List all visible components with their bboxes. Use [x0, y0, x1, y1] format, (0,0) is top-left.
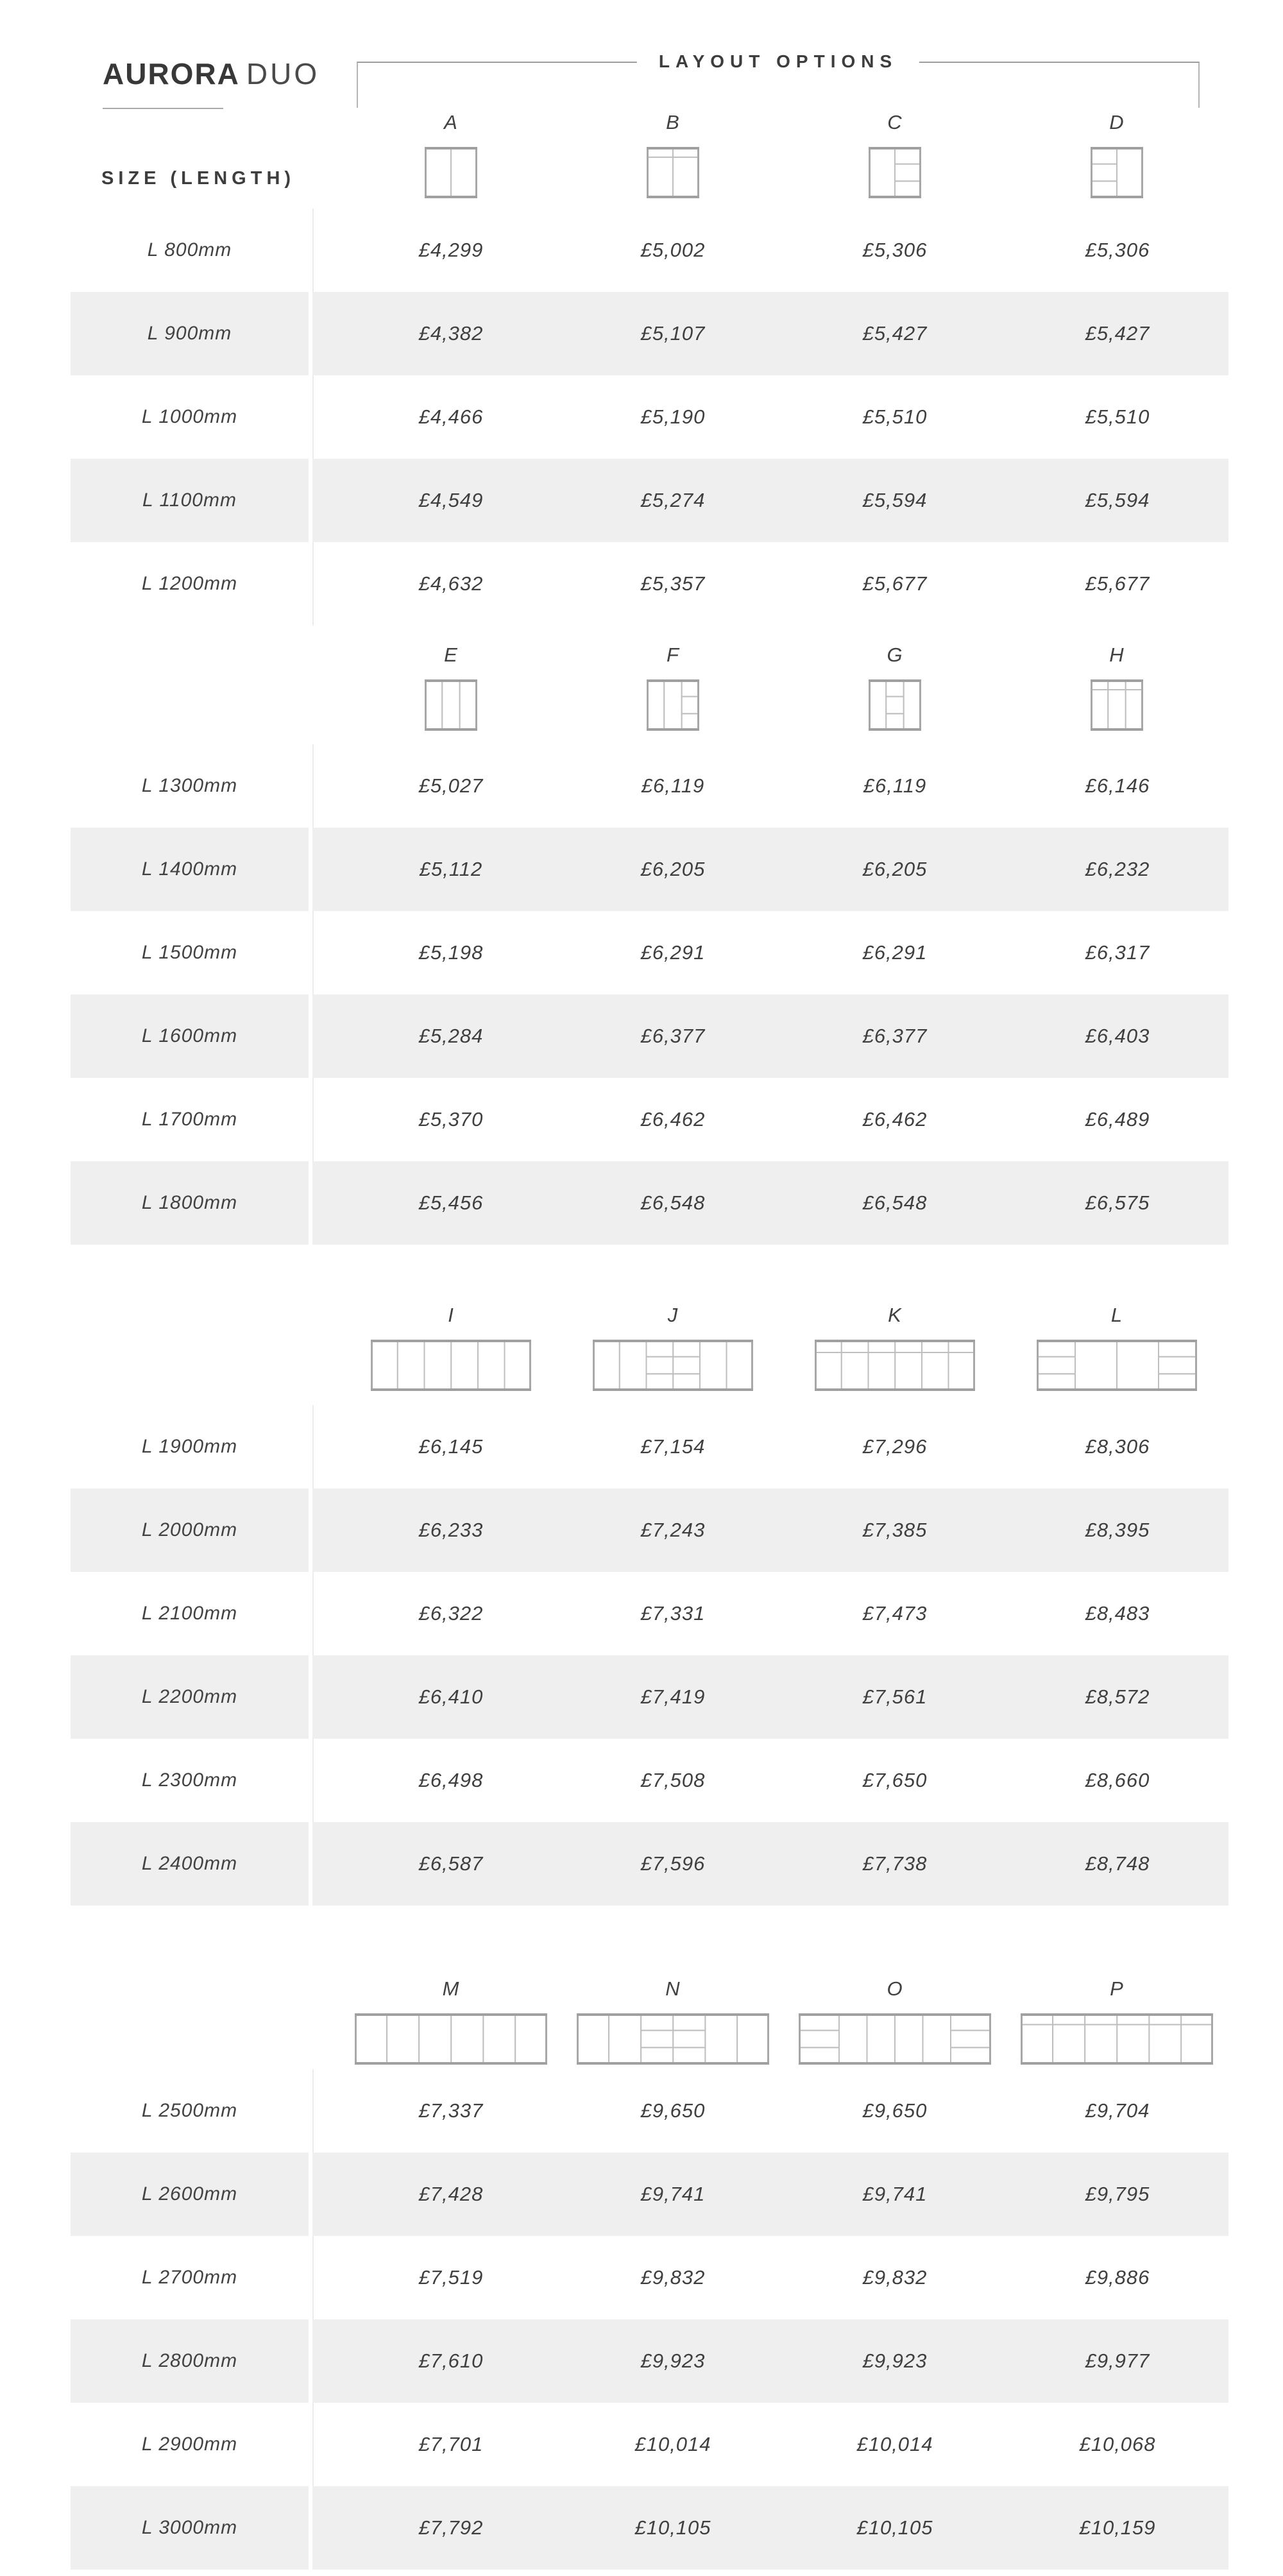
layout-diagram-L — [1037, 1340, 1197, 1391]
price-cell: £5,370 — [418, 1108, 484, 1130]
layout-option-P — [1021, 1977, 1213, 2065]
table-row — [0, 994, 1283, 1078]
layout-diagram-D — [1091, 147, 1143, 198]
price-cell: £9,977 — [1085, 2350, 1150, 2372]
table-row — [0, 375, 1283, 459]
price-cell: £10,014 — [856, 2433, 933, 2455]
price-cell: £6,233 — [418, 1519, 484, 1541]
layout-letter: E — [444, 644, 458, 666]
price-cell: £6,489 — [1085, 1108, 1150, 1130]
layout-diagram-B — [647, 147, 699, 198]
table-row — [0, 911, 1283, 994]
price-cell: £5,510 — [862, 405, 928, 428]
table-row — [0, 2069, 1283, 2153]
price-cell: £7,792 — [418, 2516, 484, 2539]
price-cell: £5,027 — [418, 774, 484, 797]
price-cell: £6,146 — [1085, 774, 1150, 797]
size-cell: L 2800mm — [71, 2319, 309, 2403]
size-length-label: SIZE (LENGTH) — [101, 168, 296, 189]
layout-diagram-A — [425, 147, 477, 198]
section-0-layout-header — [0, 106, 1283, 209]
price-cell: £10,105 — [856, 2516, 933, 2539]
layout-option-M — [355, 1977, 547, 2065]
size-cell: L 2400mm — [71, 1822, 309, 1906]
price-cell: £7,296 — [862, 1435, 928, 1458]
price-cell: £10,014 — [634, 2433, 711, 2455]
price-cell: £8,660 — [1085, 1769, 1150, 1791]
price-cell: £9,741 — [862, 2183, 928, 2205]
layout-letter: N — [665, 1977, 681, 2000]
price-cell: £6,317 — [1085, 941, 1150, 964]
table-row — [0, 209, 1283, 292]
layout-diagram-H — [1091, 679, 1143, 731]
layout-option-I — [371, 1304, 531, 1391]
price-cell: £5,274 — [640, 489, 706, 511]
layout-diagram-F — [647, 679, 699, 731]
price-cell: £8,306 — [1085, 1435, 1150, 1458]
layout-options-bracket — [357, 51, 1200, 108]
size-cell: L 1400mm — [71, 828, 309, 911]
layout-diagram-P — [1021, 2013, 1213, 2065]
price-cell: £8,483 — [1085, 1602, 1150, 1625]
section-2 — [0, 1245, 1283, 1906]
table-row — [0, 2236, 1283, 2319]
price-cell: £6,410 — [418, 1685, 484, 1708]
layout-option-H — [1091, 644, 1143, 731]
layout-diagram-I — [371, 1340, 531, 1391]
layout-option-A — [425, 111, 477, 198]
section-3 — [0, 1906, 1283, 2570]
table-row — [0, 1655, 1283, 1739]
price-cell: £6,232 — [1085, 858, 1150, 880]
price-cell: £6,548 — [862, 1191, 928, 1214]
layout-letter: J — [667, 1304, 679, 1326]
section-2-layout-header — [0, 1245, 1283, 1405]
price-cell: £7,385 — [862, 1519, 928, 1541]
size-cell: L 2900mm — [141, 2434, 238, 2455]
price-cell: £5,510 — [1085, 405, 1150, 428]
size-cell: L 1600mm — [71, 994, 309, 1078]
table-row — [0, 2319, 1283, 2403]
table-row — [0, 744, 1283, 828]
price-cell: £5,456 — [418, 1191, 484, 1214]
price-cell: £6,205 — [862, 858, 928, 880]
section-1 — [0, 626, 1283, 1245]
price-cell: £5,677 — [1085, 572, 1150, 595]
size-cell: L 900mm — [71, 292, 309, 375]
size-cell: L 2300mm — [141, 1770, 238, 1791]
size-cell: L 2500mm — [141, 2100, 238, 2121]
table-row — [0, 292, 1283, 375]
price-cell: £10,159 — [1079, 2516, 1156, 2539]
price-cell: £5,427 — [862, 322, 928, 345]
layout-letter: A — [444, 111, 458, 133]
layout-letter: L — [1110, 1304, 1123, 1326]
table-row — [0, 459, 1283, 542]
price-cell: £5,306 — [862, 239, 928, 261]
price-cell: £10,105 — [634, 2516, 711, 2539]
brand — [103, 56, 319, 91]
price-cell: £6,205 — [640, 858, 706, 880]
layout-letter: C — [887, 111, 903, 133]
layout-diagram-J — [593, 1340, 753, 1391]
price-cell: £8,748 — [1085, 1852, 1150, 1875]
size-cell: L 3000mm — [71, 2486, 309, 2570]
layout-diagram-K — [815, 1340, 975, 1391]
size-cell: L 1700mm — [141, 1109, 238, 1130]
layout-letter: B — [666, 111, 680, 133]
table-row — [0, 1078, 1283, 1161]
price-cell: £4,382 — [418, 322, 484, 345]
size-cell: L 2600mm — [71, 2153, 309, 2236]
price-cell: £6,119 — [641, 774, 705, 797]
table-row — [0, 1572, 1283, 1655]
price-cell: £5,427 — [1085, 322, 1150, 345]
size-cell: L 1200mm — [141, 573, 238, 594]
layout-option-C — [869, 111, 921, 198]
price-cell: £7,331 — [640, 1602, 706, 1625]
brand-primary: AURORA — [103, 57, 240, 90]
price-cell: £5,594 — [862, 489, 928, 511]
table-row — [0, 1739, 1283, 1822]
table-row — [0, 828, 1283, 911]
price-cell: £9,832 — [862, 2266, 928, 2289]
price-cell: £10,068 — [1079, 2433, 1156, 2455]
layout-diagram-O — [799, 2013, 991, 2065]
price-cell: £9,704 — [1085, 2099, 1150, 2122]
price-cell: £6,291 — [862, 941, 928, 964]
price-cell: £7,154 — [640, 1435, 706, 1458]
size-cell: L 2200mm — [71, 1655, 309, 1739]
size-cell: L 2700mm — [141, 2267, 238, 2288]
price-cell: £9,923 — [640, 2350, 706, 2372]
price-cell: £5,107 — [640, 322, 706, 345]
price-cell: £5,198 — [418, 941, 484, 964]
table-row — [0, 1405, 1283, 1488]
price-cell: £7,243 — [640, 1519, 706, 1541]
table-row — [0, 1822, 1283, 1906]
price-cell: £7,701 — [418, 2433, 484, 2455]
table-row — [0, 2403, 1283, 2486]
price-cell: £6,548 — [640, 1191, 706, 1214]
price-cell: £7,561 — [862, 1685, 928, 1708]
size-cell: L 1500mm — [141, 942, 238, 963]
layout-option-F — [647, 644, 699, 731]
price-cell: £9,886 — [1085, 2266, 1150, 2289]
price-cell: £7,596 — [640, 1852, 706, 1875]
layout-letter: K — [888, 1304, 902, 1326]
price-cell: £5,306 — [1085, 239, 1150, 261]
price-cell: £6,462 — [640, 1108, 706, 1130]
layout-letter: H — [1109, 644, 1125, 666]
price-cell: £7,419 — [640, 1685, 706, 1708]
section-1-layout-header — [0, 626, 1283, 744]
brand-secondary: DUO — [246, 57, 320, 90]
price-cell: £7,337 — [418, 2099, 484, 2122]
table-row — [0, 2486, 1283, 2570]
price-cell: £7,428 — [418, 2183, 484, 2205]
price-cell: £5,677 — [862, 572, 928, 595]
layout-diagram-N — [577, 2013, 769, 2065]
size-cell: L 1000mm — [141, 406, 238, 427]
layout-letter: O — [887, 1977, 903, 2000]
size-cell: L 1800mm — [71, 1161, 309, 1245]
price-cell: £7,473 — [862, 1602, 928, 1625]
price-cell: £4,299 — [418, 239, 484, 261]
layout-option-N — [577, 1977, 769, 2065]
size-cell: L 1900mm — [141, 1436, 238, 1457]
price-cell: £5,002 — [640, 239, 706, 261]
price-cell: £6,119 — [863, 774, 927, 797]
price-cell: £6,498 — [418, 1769, 484, 1791]
layout-diagram-E — [425, 679, 477, 731]
table-row — [0, 1488, 1283, 1572]
price-cell: £5,357 — [640, 572, 706, 595]
price-cell: £5,594 — [1085, 489, 1150, 511]
price-cell: £6,575 — [1085, 1191, 1150, 1214]
price-cell: £7,738 — [862, 1852, 928, 1875]
table-row — [0, 1161, 1283, 1245]
layout-option-D — [1091, 111, 1143, 198]
price-cell: £6,291 — [640, 941, 706, 964]
price-cell: £8,395 — [1085, 1519, 1150, 1541]
price-cell: £8,572 — [1085, 1685, 1150, 1708]
price-cell: £6,322 — [418, 1602, 484, 1625]
price-cell: £9,650 — [862, 2099, 928, 2122]
size-cell: L 1100mm — [71, 459, 309, 542]
layout-option-E — [425, 644, 477, 731]
size-cell: L 1300mm — [141, 775, 238, 796]
price-cell: £6,462 — [862, 1108, 928, 1130]
layout-letter: M — [442, 1977, 460, 2000]
price-cell: £7,650 — [862, 1769, 928, 1791]
price-cell: £6,145 — [418, 1435, 484, 1458]
price-cell: £9,832 — [640, 2266, 706, 2289]
price-cell: £7,610 — [418, 2350, 484, 2372]
layout-diagram-C — [869, 147, 921, 198]
price-cell: £9,795 — [1085, 2183, 1150, 2205]
layout-diagram-G — [869, 679, 921, 731]
price-cell: £9,741 — [640, 2183, 706, 2205]
layout-option-J — [593, 1304, 753, 1391]
size-cell: L 2100mm — [141, 1603, 238, 1624]
layout-option-K — [815, 1304, 975, 1391]
price-cell: £5,284 — [418, 1025, 484, 1047]
layout-option-O — [799, 1977, 991, 2065]
price-cell: £6,377 — [640, 1025, 706, 1047]
size-cell: L 2000mm — [71, 1488, 309, 1572]
layout-letter: P — [1110, 1977, 1124, 2000]
size-cell: L 800mm — [147, 239, 232, 260]
layout-option-G — [869, 644, 921, 731]
table-row — [0, 2153, 1283, 2236]
price-cell: £9,650 — [640, 2099, 706, 2122]
price-cell: £4,632 — [418, 572, 484, 595]
price-cell: £5,190 — [640, 405, 706, 428]
price-cell: £6,403 — [1085, 1025, 1150, 1047]
layout-option-L — [1037, 1304, 1197, 1391]
layout-diagram-M — [355, 2013, 547, 2065]
section-3-layout-header — [0, 1906, 1283, 2069]
price-cell: £4,466 — [418, 405, 484, 428]
layout-letter: I — [448, 1304, 454, 1326]
layout-letter: D — [1109, 111, 1125, 133]
price-cell: £7,519 — [418, 2266, 484, 2289]
price-cell: £9,923 — [862, 2350, 928, 2372]
layout-options-label: LAYOUT OPTIONS — [637, 51, 919, 72]
table-row — [0, 542, 1283, 626]
layout-option-B — [647, 111, 699, 198]
price-cell: £6,377 — [862, 1025, 928, 1047]
price-cell: £5,112 — [419, 858, 483, 880]
price-cell: £6,587 — [418, 1852, 484, 1875]
price-cell: £4,549 — [418, 489, 484, 511]
price-cell: £7,508 — [640, 1769, 706, 1791]
pricing-table — [0, 106, 1283, 2570]
layout-letter: F — [667, 644, 679, 666]
section-0 — [0, 106, 1283, 626]
layout-letter: G — [887, 644, 903, 666]
